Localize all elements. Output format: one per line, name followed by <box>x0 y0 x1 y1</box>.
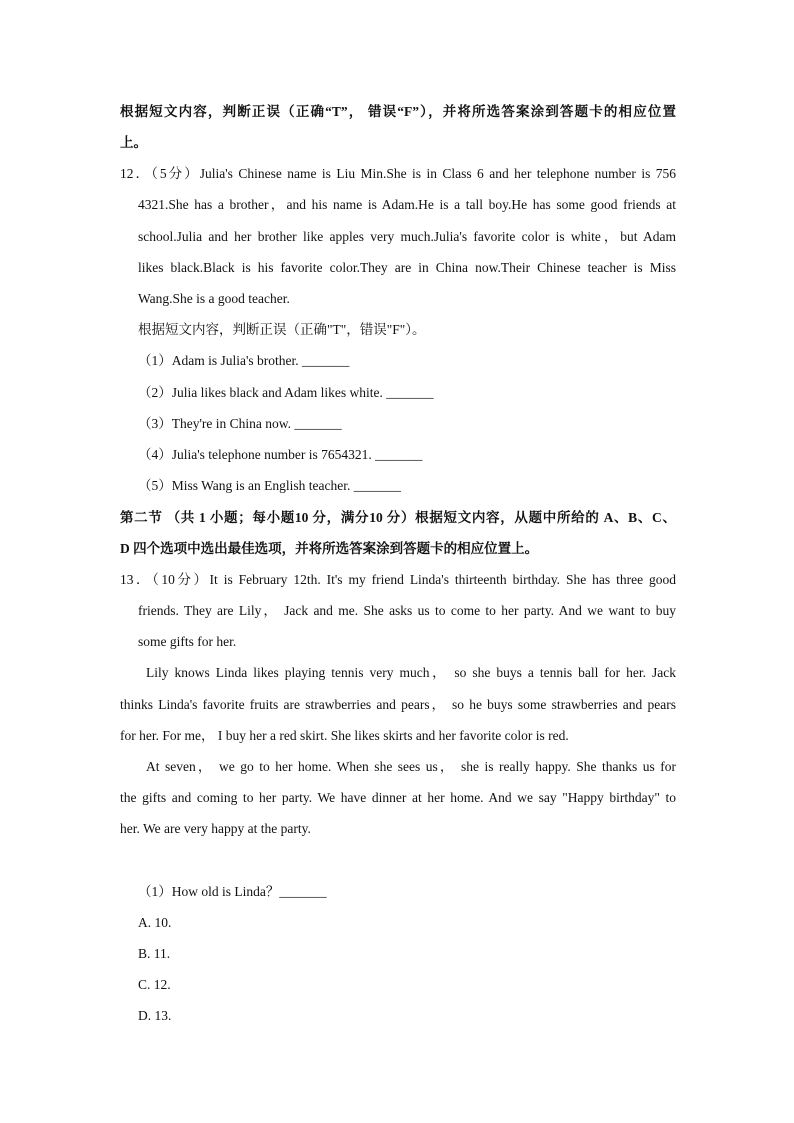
section2-heading-line1: 第二节 （共 1 小题；每小题10 分，满分10 分）根据短文内容，从题中所给的 A、B、C、 <box>120 510 676 525</box>
q13-passage-line-1: 13．（10分）It is February 12th. It's my friend Linda's thirteenth birthday. She has three good <box>120 572 676 587</box>
q13-passage-line-3: some gifts for her. <box>138 634 237 649</box>
q13-question-1: （1）How old is Linda？_______ <box>138 884 327 899</box>
q12-passage-line-5: Wang.She is a good teacher. <box>138 291 290 306</box>
section1-instruction-line1: 根据短文内容，判断正误（正确“T”， 错误“F”），并将所选答案涂到答题卡的相应位置 <box>120 104 676 119</box>
q12-passage-line-3: school.Julia and her brother like apples very much.Julia's favorite color is white，but Adam <box>138 229 676 244</box>
q12-passage-line-1: 12．（5分）Julia's Chinese name is Liu Min.She is in Class 6 and her telephone number is 756 <box>120 166 676 181</box>
section1-instruction-line2: 上。 <box>120 135 147 150</box>
q12-item-2: （2）Julia likes black and Adam likes white. _______ <box>138 385 434 400</box>
q13-passage-line-7: At seven， we go to her home. When she sees us， she is really happy. She thanks us for <box>146 759 676 774</box>
q13-passage-line-5: thinks Linda's favorite fruits are strawberries and pears， so he buys some strawberries and pears <box>120 697 676 712</box>
q12-item-4: （4）Julia's telephone number is 7654321. _______ <box>138 447 423 462</box>
q13-passage-line-9: her. We are very happy at the party. <box>120 821 311 836</box>
q13-option-b: B. 11. <box>138 946 171 961</box>
q12-passage-line-2: 4321.She has a brother，and his name is Adam.He is a tall boy.He has some good friends at <box>138 197 676 212</box>
q12-item-3: （3）They're in China now. _______ <box>138 416 342 431</box>
q13-passage-line-6: for her. For me， I buy her a red skirt. She likes skirts and her favorite color is red. <box>120 728 569 743</box>
q13-option-d: D. 13. <box>138 1008 172 1023</box>
q13-passage-line-2: friends. They are Lily， Jack and me. She asks us to come to her party. And we want to buy <box>138 603 676 618</box>
q13-passage-line-8: the gifts and coming to her party. We have dinner at her home. And we say "Happy birthday" to <box>120 790 676 805</box>
q12-item-5: （5）Miss Wang is an English teacher. _______ <box>138 478 402 493</box>
section2-heading-line2: D 四个选项中选出最佳选项，并将所选答案涂到答题卡的相应位置上。 <box>120 541 539 556</box>
q12-item-1: （1）Adam is Julia's brother. _______ <box>138 353 350 368</box>
q13-passage-line-4: Lily knows Linda likes playing tennis very much， so she buys a tennis ball for her. Jack <box>146 665 676 680</box>
q12-passage-line-4: likes black.Black is his favorite color.They are in China now.Their Chinese teacher is Miss <box>138 260 676 275</box>
q12-instruction: 根据短文内容，判断正误（正确"T"，错误"F"）。 <box>138 322 426 337</box>
q13-option-c: C. 12. <box>138 977 171 992</box>
q13-option-a: A. 10. <box>138 915 172 930</box>
